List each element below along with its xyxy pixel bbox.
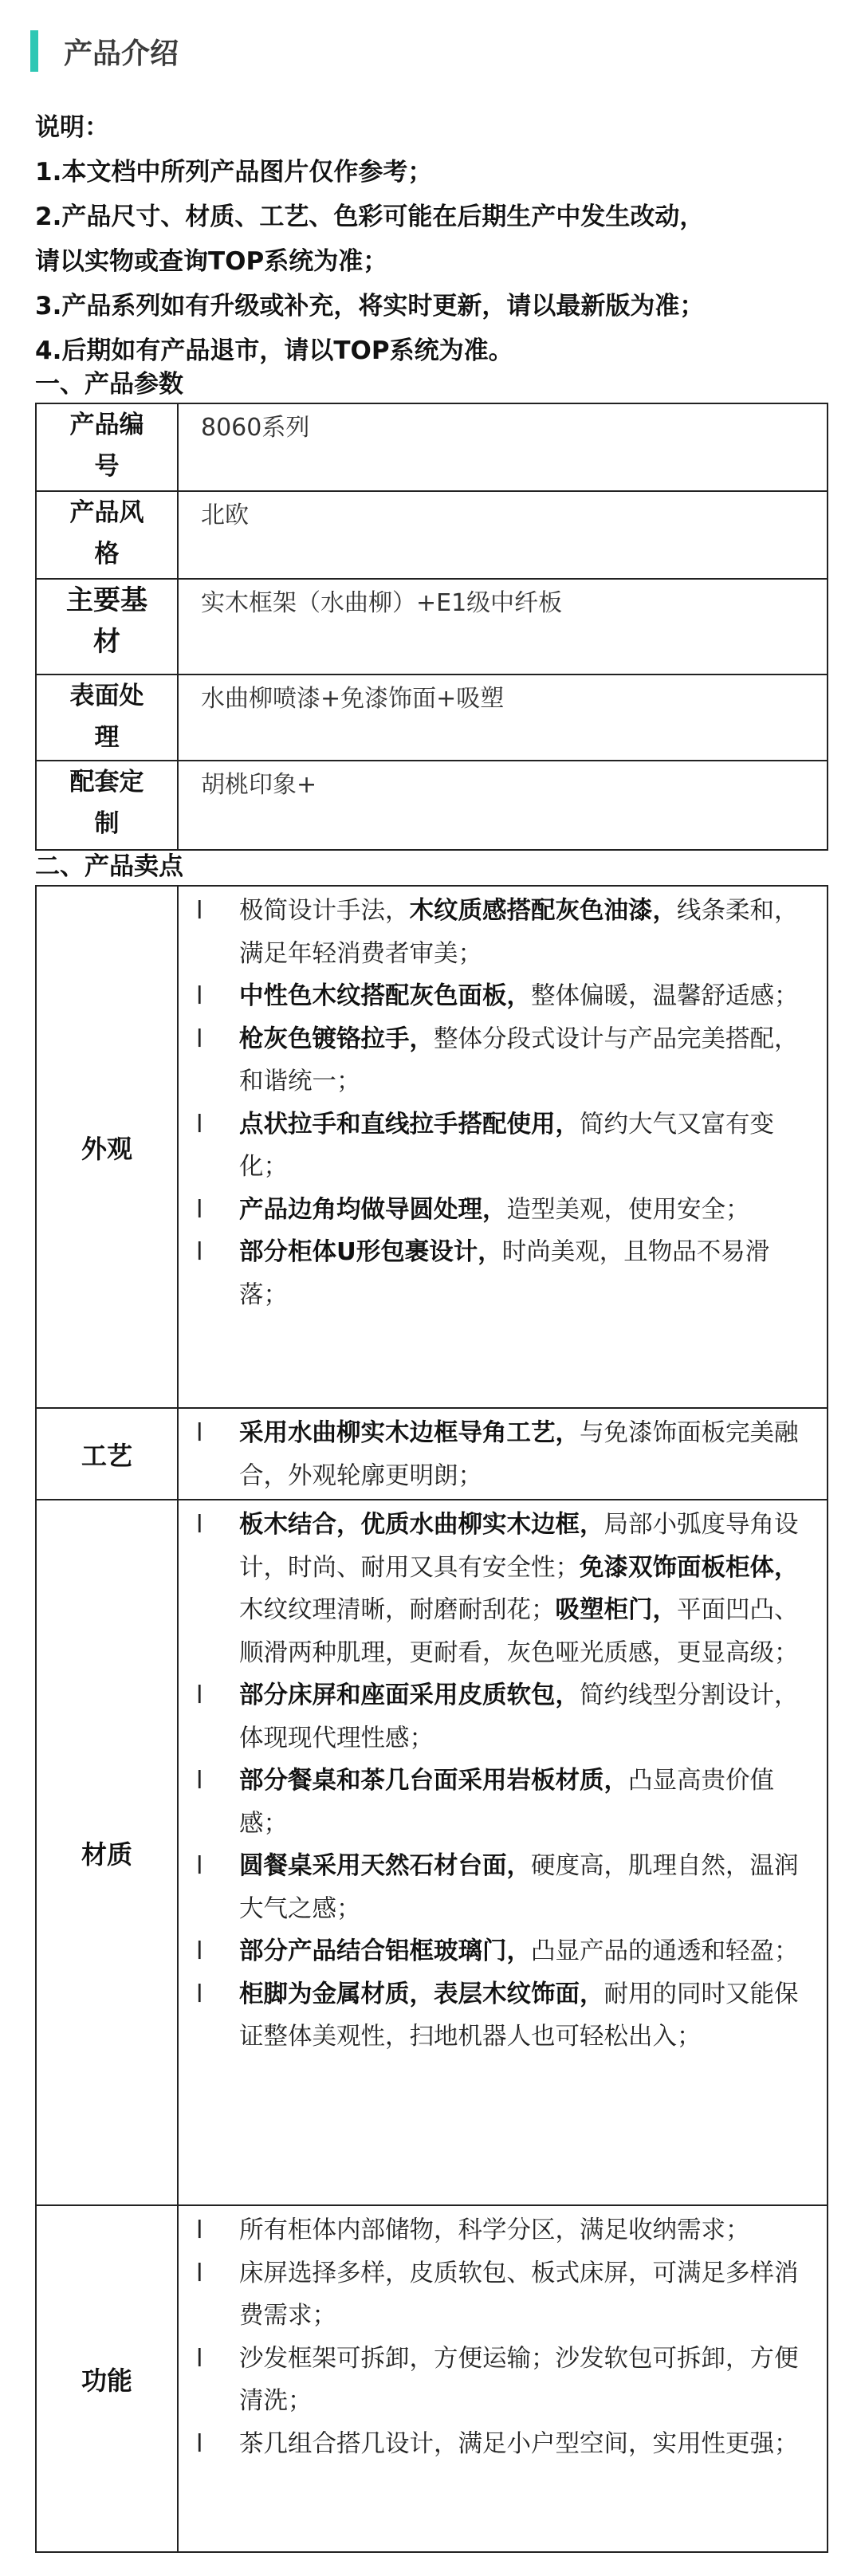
- notes-line: 说明：: [35, 113, 109, 142]
- param-key: 主要基 材: [36, 579, 178, 674]
- bullet-mark: l: [196, 897, 203, 925]
- bullet-item: l 部分餐桌和茶几台面采用岩板材质，凸显高贵价值感；: [195, 1760, 812, 1845]
- notes-line: 请以实物或查询TOP系统为准；: [35, 247, 388, 276]
- category-body: [178, 886, 828, 1408]
- bullet-item: l 沙发框架可拆卸，方便运输；沙发软包可拆卸，方便清洗；: [195, 2338, 812, 2423]
- param-value: 实木框架（水曲柳）+E1级中纤板: [178, 579, 828, 674]
- category-body: [178, 2205, 828, 2552]
- category-name: 工艺: [36, 1408, 178, 1500]
- param-key: 产品编 号: [36, 403, 178, 491]
- bullet-mark: l: [196, 1852, 203, 1880]
- bullet-mark: l: [196, 1767, 203, 1795]
- bullet-mark: l: [196, 1511, 203, 1539]
- bullet-mark: l: [196, 2259, 203, 2287]
- notes-line: 2.产品尺寸、材质、工艺、色彩可能在后期生产中发生改动，: [35, 203, 705, 231]
- param-value: 水曲柳喷漆+免漆饰面+吸塑: [178, 674, 828, 761]
- bullet-mark: l: [196, 2216, 203, 2244]
- param-key: 配套定 制: [36, 761, 178, 850]
- params-row: [36, 761, 828, 850]
- bullet-item: l 产品边角均做导圆处理，造型美观，使用安全；: [195, 1189, 812, 1232]
- category-body: [178, 1500, 828, 2205]
- bullet-item: l 采用水曲柳实木边框导角工艺，与免漆饰面板完美融合，外观轮廓更明朗；: [195, 1412, 812, 1497]
- bullet-mark: l: [196, 1110, 203, 1139]
- category-body: [178, 1408, 828, 1500]
- param-value: 北欧: [178, 491, 828, 579]
- bullet-mark: l: [196, 1937, 203, 1965]
- title-accent-bar: [30, 30, 38, 72]
- params-heading: 一、产品参数: [35, 370, 183, 399]
- bullet-item: l 所有柜体内部储物，科学分区，满足收纳需求；: [195, 2209, 812, 2252]
- params-row: [36, 403, 828, 491]
- page-title-bar: [30, 30, 179, 72]
- category-row: [36, 886, 828, 1408]
- bullet-item: l 床屏选择多样，皮质软包、板式床屏，可满足多样消费需求；: [195, 2252, 812, 2338]
- category-row: [36, 1500, 828, 2205]
- params-table: [35, 403, 828, 851]
- bullet-mark: l: [196, 1419, 203, 1447]
- param-value: 胡桃印象+: [178, 761, 828, 850]
- bullet-item: l 枪灰色镀铬拉手，整体分段式设计与产品完美搭配，和谐统一；: [195, 1018, 812, 1103]
- bullet-mark: l: [196, 982, 203, 1010]
- category-name: 材质: [36, 1500, 178, 2205]
- category-row: [36, 1408, 828, 1500]
- notes-line: 4.后期如有产品退市，请以TOP系统为准。: [35, 336, 513, 365]
- bullet-item: l 极简设计手法，木纹质感搭配灰色油漆，线条柔和，满足年轻消费者审美；: [195, 890, 812, 975]
- params-row: [36, 491, 828, 579]
- bullet-item: l 部分产品结合铝框玻璃门，凸显产品的通透和轻盈；: [195, 1930, 812, 1973]
- bullet-mark: l: [196, 1025, 203, 1053]
- bullet-item: l 部分柜体U形包裹设计，时尚美观，且物品不易滑落；: [195, 1231, 812, 1316]
- bullet-item: l 圆餐桌采用天然石材台面，硬度高，肌理自然，温润大气之感；: [195, 1845, 812, 1930]
- category-name: 外观: [36, 886, 178, 1408]
- notes-line: 3.产品系列如有升级或补充，将实时更新，请以最新版为准；: [35, 292, 705, 321]
- bullet-item: l 板木结合，优质水曲柳实木边框，局部小弧度导角设计，时尚、耐用又具有安全性；免漆双饰面板柜体，木纹纹理清晰，耐磨耐刮花；吸塑柜门，平面凹凸、顺滑两种肌理，更耐看，灰色哑光质感，更显高级；: [195, 1504, 812, 1674]
- selling-points-table: [35, 885, 828, 2553]
- params-row: [36, 579, 828, 674]
- notes-block: [35, 105, 848, 373]
- bullet-item: l 柜脚为金属材质，表层木纹饰面，耐用的同时又能保证整体美观性，扫地机器人也可轻松出入；: [195, 1973, 812, 2059]
- bullet-mark: l: [196, 1681, 203, 1709]
- notes-line: 1.本文档中所列产品图片仅作参考；: [35, 158, 433, 187]
- bullet-item: l 点状拉手和直线拉手搭配使用，简约大气又富有变化；: [195, 1103, 812, 1189]
- category-name: 功能: [36, 2205, 178, 2552]
- bullet-mark: l: [196, 1980, 203, 2008]
- bullet-item: l 部分床屏和座面采用皮质软包，简约线型分割设计，体现现代理性感；: [195, 1674, 812, 1760]
- param-key: 表面处 理: [36, 674, 178, 761]
- bullet-mark: l: [196, 1195, 203, 1224]
- bullet-mark: l: [196, 2344, 203, 2373]
- bullet-item: l 中性色木纹搭配灰色面板，整体偏暖，温馨舒适感；: [195, 975, 812, 1018]
- param-value: 8060系列: [178, 403, 828, 491]
- params-row: [36, 674, 828, 761]
- bullet-mark: l: [196, 2429, 203, 2458]
- param-key: 产品风 格: [36, 491, 178, 579]
- bullet-item: l 茶几组合搭几设计，满足小户型空间，实用性更强；: [195, 2423, 812, 2466]
- category-row: [36, 2205, 828, 2552]
- selling-points-heading: 二、产品卖点: [35, 852, 183, 881]
- page-title: 产品介绍: [64, 37, 179, 70]
- bullet-mark: l: [196, 1238, 203, 1266]
